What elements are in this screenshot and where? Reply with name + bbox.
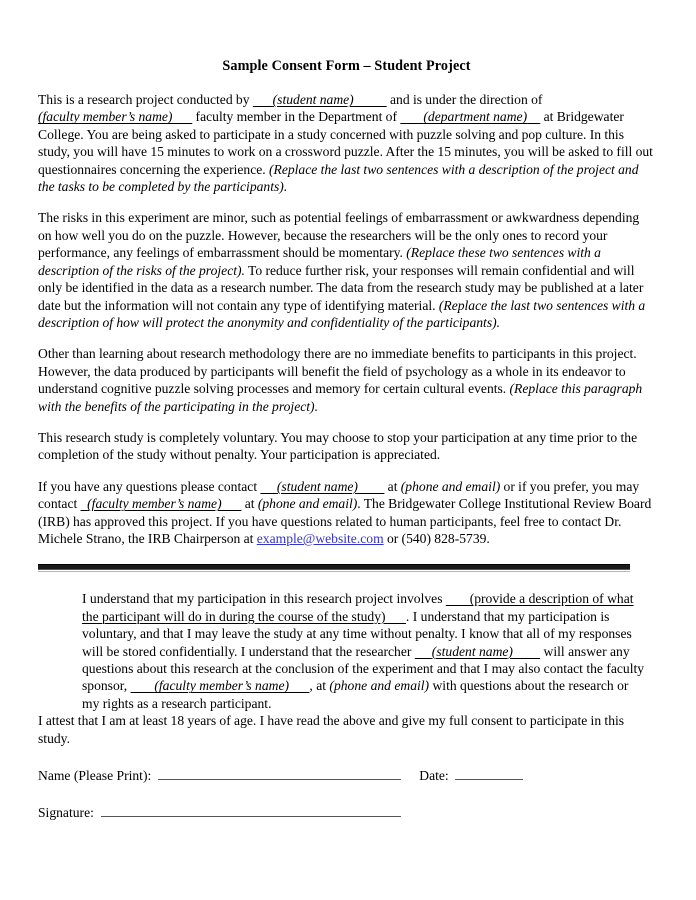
- name-print-label: Name (Please Print):: [38, 768, 152, 784]
- intro-replace-note: (Replace the last two sentences with a description of the project and the tasks to be completed by the participants).: [38, 161, 639, 195]
- blank-trail-space: [289, 678, 309, 693]
- page-title: Sample Consent Form – Student Project: [222, 58, 471, 74]
- paragraph-age-attestation: I attest that I am at least 18 years of age. I have read the above and give my full consent to participate in this study.: [38, 713, 625, 746]
- blank-faculty-member-name-2[interactable]: [81, 496, 242, 511]
- date-label: Date:: [419, 768, 449, 784]
- benefits-text-segment-1: Other than learning about research methodology there are no immediate benefits to participants in this project. However, the data produced by participants will benefit the field of psychology as a whole in its endeavor to understand cognitive puzzle solving processes and memory for certain cultural events.: [38, 346, 637, 397]
- blank-label-faculty-name: (faculty member’s name): [38, 109, 173, 125]
- consent-statement-text: [82, 590, 647, 712]
- questions-text-segment-3: or if you prefer, you may contact: [38, 478, 640, 512]
- intro-text-segment-4: at Bridgewater College. You are being asked to participate in a study concerned with puzzle solving and pop culture. In this study, you will have 15 minutes to work on a crossword puzzle. After the 15 minutes, you will be asked to fill out questionnaires concerning the experience.: [38, 109, 653, 177]
- blank-lead-space: [446, 591, 470, 606]
- blank-student-name-1[interactable]: [253, 92, 387, 107]
- questions-text-segment-2: at: [384, 478, 401, 494]
- blank-lead-space: [253, 92, 273, 107]
- paragraph-risks: [38, 209, 655, 331]
- blank-faculty-member-name-1[interactable]: [38, 109, 192, 124]
- blank-lead-space: [415, 644, 432, 659]
- blank-label-student-name: (student name): [431, 643, 513, 659]
- blank-label-faculty-name: (faculty member’s name): [154, 678, 290, 694]
- blank-department-name[interactable]: [400, 109, 540, 124]
- questions-text-segment-1: If you have any questions please contact: [38, 478, 261, 494]
- section-divider-rule: [38, 564, 630, 572]
- benefits-replace-note: (Replace this paragraph with the benefits of the participating in the project).: [38, 381, 643, 414]
- signature-field-row: [38, 803, 655, 821]
- risks-replace-note-2: (Replace the last two sentences with a description of how will protect the anonymity and confidentiality of the participants).: [38, 297, 646, 330]
- date-input-line[interactable]: [455, 766, 523, 780]
- risks-text-segment-2: To reduce further risk, your responses will remain confidential and will only be identified in the data as a research number. The data from the research study may be published at a later date but the information will not contain any type of identifying material.: [38, 262, 644, 313]
- signature-input-line[interactable]: [101, 803, 401, 817]
- blank-lead-space: [400, 109, 423, 124]
- paragraph-benefits: [38, 345, 655, 415]
- risks-replace-note-1: (Replace these two sentences with a description of the risks of the project).: [38, 245, 601, 278]
- consent-statement-block: [82, 590, 647, 712]
- blank-label-student-name: (student name): [276, 478, 358, 494]
- irb-chairperson-email-link[interactable]: example@website.com: [256, 530, 384, 546]
- blank-trail-space: [358, 479, 384, 494]
- consent-text-segment-3: will answer any questions about this research at the conclusion of the experiment and that I may also contact the faculty sponsor,: [82, 643, 645, 694]
- intro-text-segment-2: and is under the direction of: [386, 92, 543, 108]
- consent-text-segment-2: . I understand that my participation is voluntary, and that I may leave the study at any time without penalty. I know that all of my responses will be stored confidentially. I understand that the researcher: [82, 608, 632, 659]
- blank-trail-space: [354, 92, 387, 107]
- paragraph-voluntary: This research study is completely voluntary. You may choose to stop your participation at any time prior to the completion of the study without penalty. Your participation is appreciated.: [38, 429, 638, 463]
- questions-text-segment-4: at: [241, 496, 258, 512]
- blank-lead-space: [260, 479, 277, 494]
- questions-text-segment-5: . The Bridgewater College Institutional Review Board (IRB) has approved this project. If you have questions related to human participants, feel free to contact Dr. Michele Strano, the IRB Chairperson at: [38, 496, 652, 546]
- blank-trail-space: [527, 109, 540, 124]
- questions-text-segment-6: or (540) 828-5739.: [383, 530, 490, 546]
- consent-text-segment-1: I understand that my participation in this research project involves: [82, 591, 446, 607]
- blank-trail-space: [172, 109, 192, 124]
- paragraph-introduction: [38, 91, 655, 195]
- name-date-field-row: [38, 766, 655, 784]
- blank-trail-space: [513, 644, 540, 659]
- blank-label-faculty-name: (faculty member’s name): [87, 496, 222, 512]
- consent-phone-email-note: (phone and email): [329, 678, 430, 694]
- questions-phone-email-note-1: (phone and email): [400, 478, 501, 494]
- divider-thin-line: [38, 571, 630, 572]
- paragraph-questions-contact: [38, 478, 655, 548]
- divider-thick-line: [38, 564, 630, 570]
- intro-text-segment-3: faculty member in the Department of: [192, 109, 401, 125]
- blank-faculty-member-name-3[interactable]: [131, 678, 310, 693]
- blank-student-name-3[interactable]: [415, 644, 540, 659]
- consent-text-segment-5: with questions about the research or my rights as a research participant.: [82, 678, 629, 711]
- blank-student-name-2[interactable]: [260, 479, 384, 494]
- blank-trail-space: [386, 609, 406, 624]
- consent-text-segment-4: , at: [309, 678, 330, 694]
- blank-trail-space: [222, 496, 242, 511]
- blank-label-department-name: (department name): [423, 109, 528, 125]
- questions-phone-email-note-2: (phone and email): [257, 496, 358, 512]
- signature-label: Signature:: [38, 805, 94, 821]
- blank-label-study-description: (provide a description of what the participant will do in during the course of the study): [82, 591, 634, 624]
- intro-text-segment-1: This is a research project conducted by: [38, 92, 253, 108]
- blank-label-student-name: (student name): [272, 92, 354, 108]
- risks-text-segment-1: The risks in this experiment are minor, such as potential feelings of embarrassment or awkwardness depending on how well you do on the puzzle. However, because the researchers will be the only ones to record your performance, any feelings of embarrassment should be momentary.: [38, 210, 640, 261]
- name-print-input-line[interactable]: [158, 766, 401, 780]
- blank-lead-space: [131, 678, 155, 693]
